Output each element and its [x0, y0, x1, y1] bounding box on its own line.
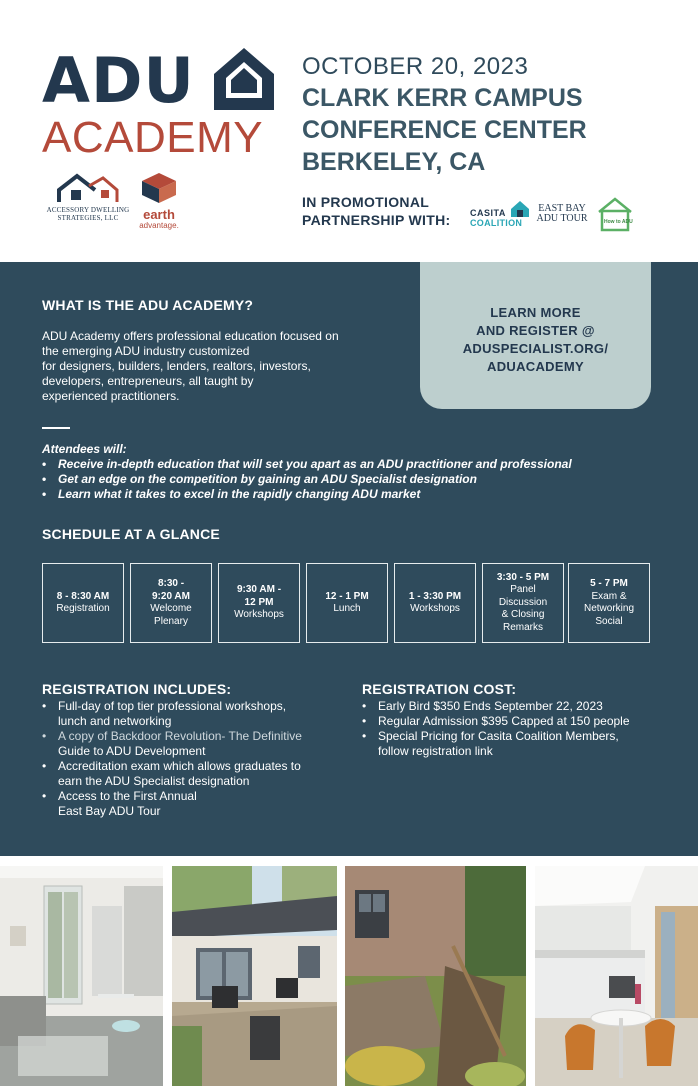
- about-line: ADU Academy offers professional education focused on: [42, 329, 339, 343]
- schedule-label: & Closing: [501, 609, 545, 621]
- kitchen-photo: [535, 866, 698, 1086]
- schedule-label: Workshops: [410, 603, 460, 614]
- registration-cost-list: [362, 699, 662, 759]
- cta-line: AND REGISTER @: [476, 323, 595, 338]
- about-title: WHAT IS THE ADU ACADEMY?: [42, 297, 254, 313]
- list-item: [362, 699, 662, 714]
- schedule-label: Networking: [583, 603, 635, 614]
- cta-link-line[interactable]: ADUSPECIALIST.ORG/: [462, 341, 609, 356]
- cta-line: LEARN MORE: [490, 305, 581, 320]
- schedule-label: Remarks: [502, 621, 543, 633]
- casita-house-icon: [510, 200, 530, 218]
- promo-line: IN PROMOTIONAL: [302, 194, 430, 210]
- casita-text: CASITA: [470, 208, 506, 218]
- schedule-time: 12 - 1 PM: [325, 590, 369, 602]
- patio-photo: [172, 866, 337, 1086]
- promotional-partnership-label: [302, 193, 450, 229]
- section-divider: [42, 427, 70, 429]
- promo-line: PARTNERSHIP WITH:: [302, 212, 451, 228]
- ads-logo-text: ACCESSORY DWELLING STRATEGIES, LLC: [46, 206, 130, 222]
- schedule-time: 9:20 AM: [152, 590, 190, 602]
- list-item: • Get an edge on the competition by gaining an ADU Specialist designation: [42, 472, 572, 487]
- schedule-box: [42, 563, 124, 643]
- learn-more-callout[interactable]: [420, 262, 651, 409]
- schedule-label: Welcome: [150, 603, 192, 614]
- green-house-icon: [596, 196, 634, 232]
- schedule-label: Panel: [510, 584, 536, 596]
- schedule-box: [130, 563, 212, 643]
- item-line: earn the ADU Specialist designation: [58, 774, 250, 788]
- schedule-box: [482, 563, 564, 643]
- schedule-time: 5 - 7 PM: [590, 578, 628, 589]
- schedule-time: 1 - 3:30 PM: [408, 590, 462, 602]
- how-to-adu-text: How to ADU: [604, 219, 633, 225]
- east-bay-adu-tour-logo: [536, 204, 588, 224]
- item-line: Special Pricing for Casita Coalition Members,: [378, 729, 619, 743]
- schedule-label: Exam &: [591, 590, 627, 602]
- schedule-time: 8:30 -: [157, 578, 185, 589]
- item-line: Guide to ADU Development: [58, 744, 206, 758]
- about-body: [42, 329, 382, 404]
- registration-cost-title: REGISTRATION COST:: [362, 681, 517, 697]
- list-item: [362, 729, 662, 759]
- schedule-label: Lunch: [333, 603, 361, 614]
- list-item: [42, 729, 342, 759]
- cta-text: [420, 304, 651, 376]
- advantage-logo-text: advantage.: [139, 221, 179, 230]
- schedule-label: Discussion: [498, 596, 548, 608]
- event-date: OCTOBER 20, 2023: [302, 53, 529, 80]
- schedule-time: 12 PM: [244, 596, 274, 608]
- cta-link-line[interactable]: ADUACADEMY: [487, 359, 584, 374]
- living-room-photo: [0, 866, 163, 1086]
- schedule-label: Plenary: [154, 615, 188, 627]
- earth-logo-text: earth: [143, 207, 175, 222]
- item-line: follow registration link: [378, 744, 493, 758]
- coalition-text: COALITION: [470, 218, 523, 228]
- venue-line: CONFERENCE CENTER: [302, 116, 587, 144]
- registration-includes-title: REGISTRATION INCLUDES:: [42, 681, 232, 697]
- about-line: for designers, builders, lenders, realtors, investors,: [42, 359, 311, 373]
- attendees-list: [42, 457, 572, 502]
- item-line: Accreditation exam which allows graduates to: [58, 759, 301, 773]
- photo-strip: [0, 866, 698, 1086]
- registration-includes-list: [42, 699, 342, 819]
- how-to-adu-logo: [596, 196, 634, 232]
- main-panel: [0, 262, 698, 856]
- item-line: A copy of Backdoor Revolution- The Definitive: [58, 729, 302, 743]
- item-line: lunch and networking: [58, 714, 172, 728]
- list-item: • Receive in-depth education that will set you apart as an ADU practitioner and professional: [42, 457, 572, 472]
- list-item: [42, 789, 342, 819]
- earth-advantage-logo: [134, 172, 184, 230]
- header: [0, 0, 698, 262]
- list-item: [42, 699, 342, 729]
- item-line: Full-day of top tier professional workshops,: [58, 699, 287, 713]
- schedule-box: [306, 563, 388, 643]
- schedule-time: 3:30 - 5 PM: [496, 571, 550, 583]
- about-line: the emerging ADU industry customized: [42, 344, 250, 358]
- venue-line: CLARK KERR CAMPUS: [302, 84, 583, 112]
- backyard-stairs-photo: [345, 866, 526, 1086]
- about-line: experienced practitioners.: [42, 389, 180, 403]
- list-item: [42, 759, 342, 789]
- item-line: Early Bird $350 Ends September 22, 2023: [378, 699, 603, 713]
- schedule-box: [568, 563, 650, 643]
- logo-adu-text: ADU: [42, 44, 195, 117]
- list-item: • Learn what it takes to excel in the rapidly changing ADU market: [42, 487, 572, 502]
- house-roof-icon: [55, 172, 121, 206]
- adu-tour-text: ADU TOUR: [536, 213, 588, 224]
- schedule-time: 9:30 AM -: [236, 584, 282, 596]
- item-line: Regular Admission $395 Capped at 150 people: [378, 714, 630, 728]
- casita-coalition-logo: [468, 200, 532, 230]
- house-outline-icon: [212, 46, 276, 112]
- accessory-dwelling-strategies-logo: [46, 172, 130, 230]
- about-line: developers, entrepreneurs, all taught by: [42, 374, 254, 388]
- schedule-time: 8 - 8:30 AM: [56, 590, 110, 602]
- adu-academy-logo: [42, 46, 282, 116]
- list-item: [362, 714, 662, 729]
- schedule-title: SCHEDULE AT A GLANCE: [42, 526, 220, 542]
- item-line: Access to the First Annual: [58, 789, 197, 803]
- event-venue: [302, 82, 587, 178]
- schedule-label: Social: [595, 615, 623, 627]
- schedule-box: [394, 563, 476, 643]
- venue-line: BERKELEY, CA: [302, 148, 486, 176]
- item-line: East Bay ADU Tour: [58, 804, 161, 818]
- logo-academy-text: ACADEMY: [42, 113, 264, 162]
- eastbay-text: EAST BAY: [538, 203, 586, 214]
- schedule-label: Registration: [56, 603, 110, 614]
- earth-cube-icon: [140, 172, 178, 204]
- schedule-box: [218, 563, 300, 643]
- attendees-label: Attendees will:: [42, 442, 127, 456]
- schedule-label: Workshops: [234, 609, 284, 621]
